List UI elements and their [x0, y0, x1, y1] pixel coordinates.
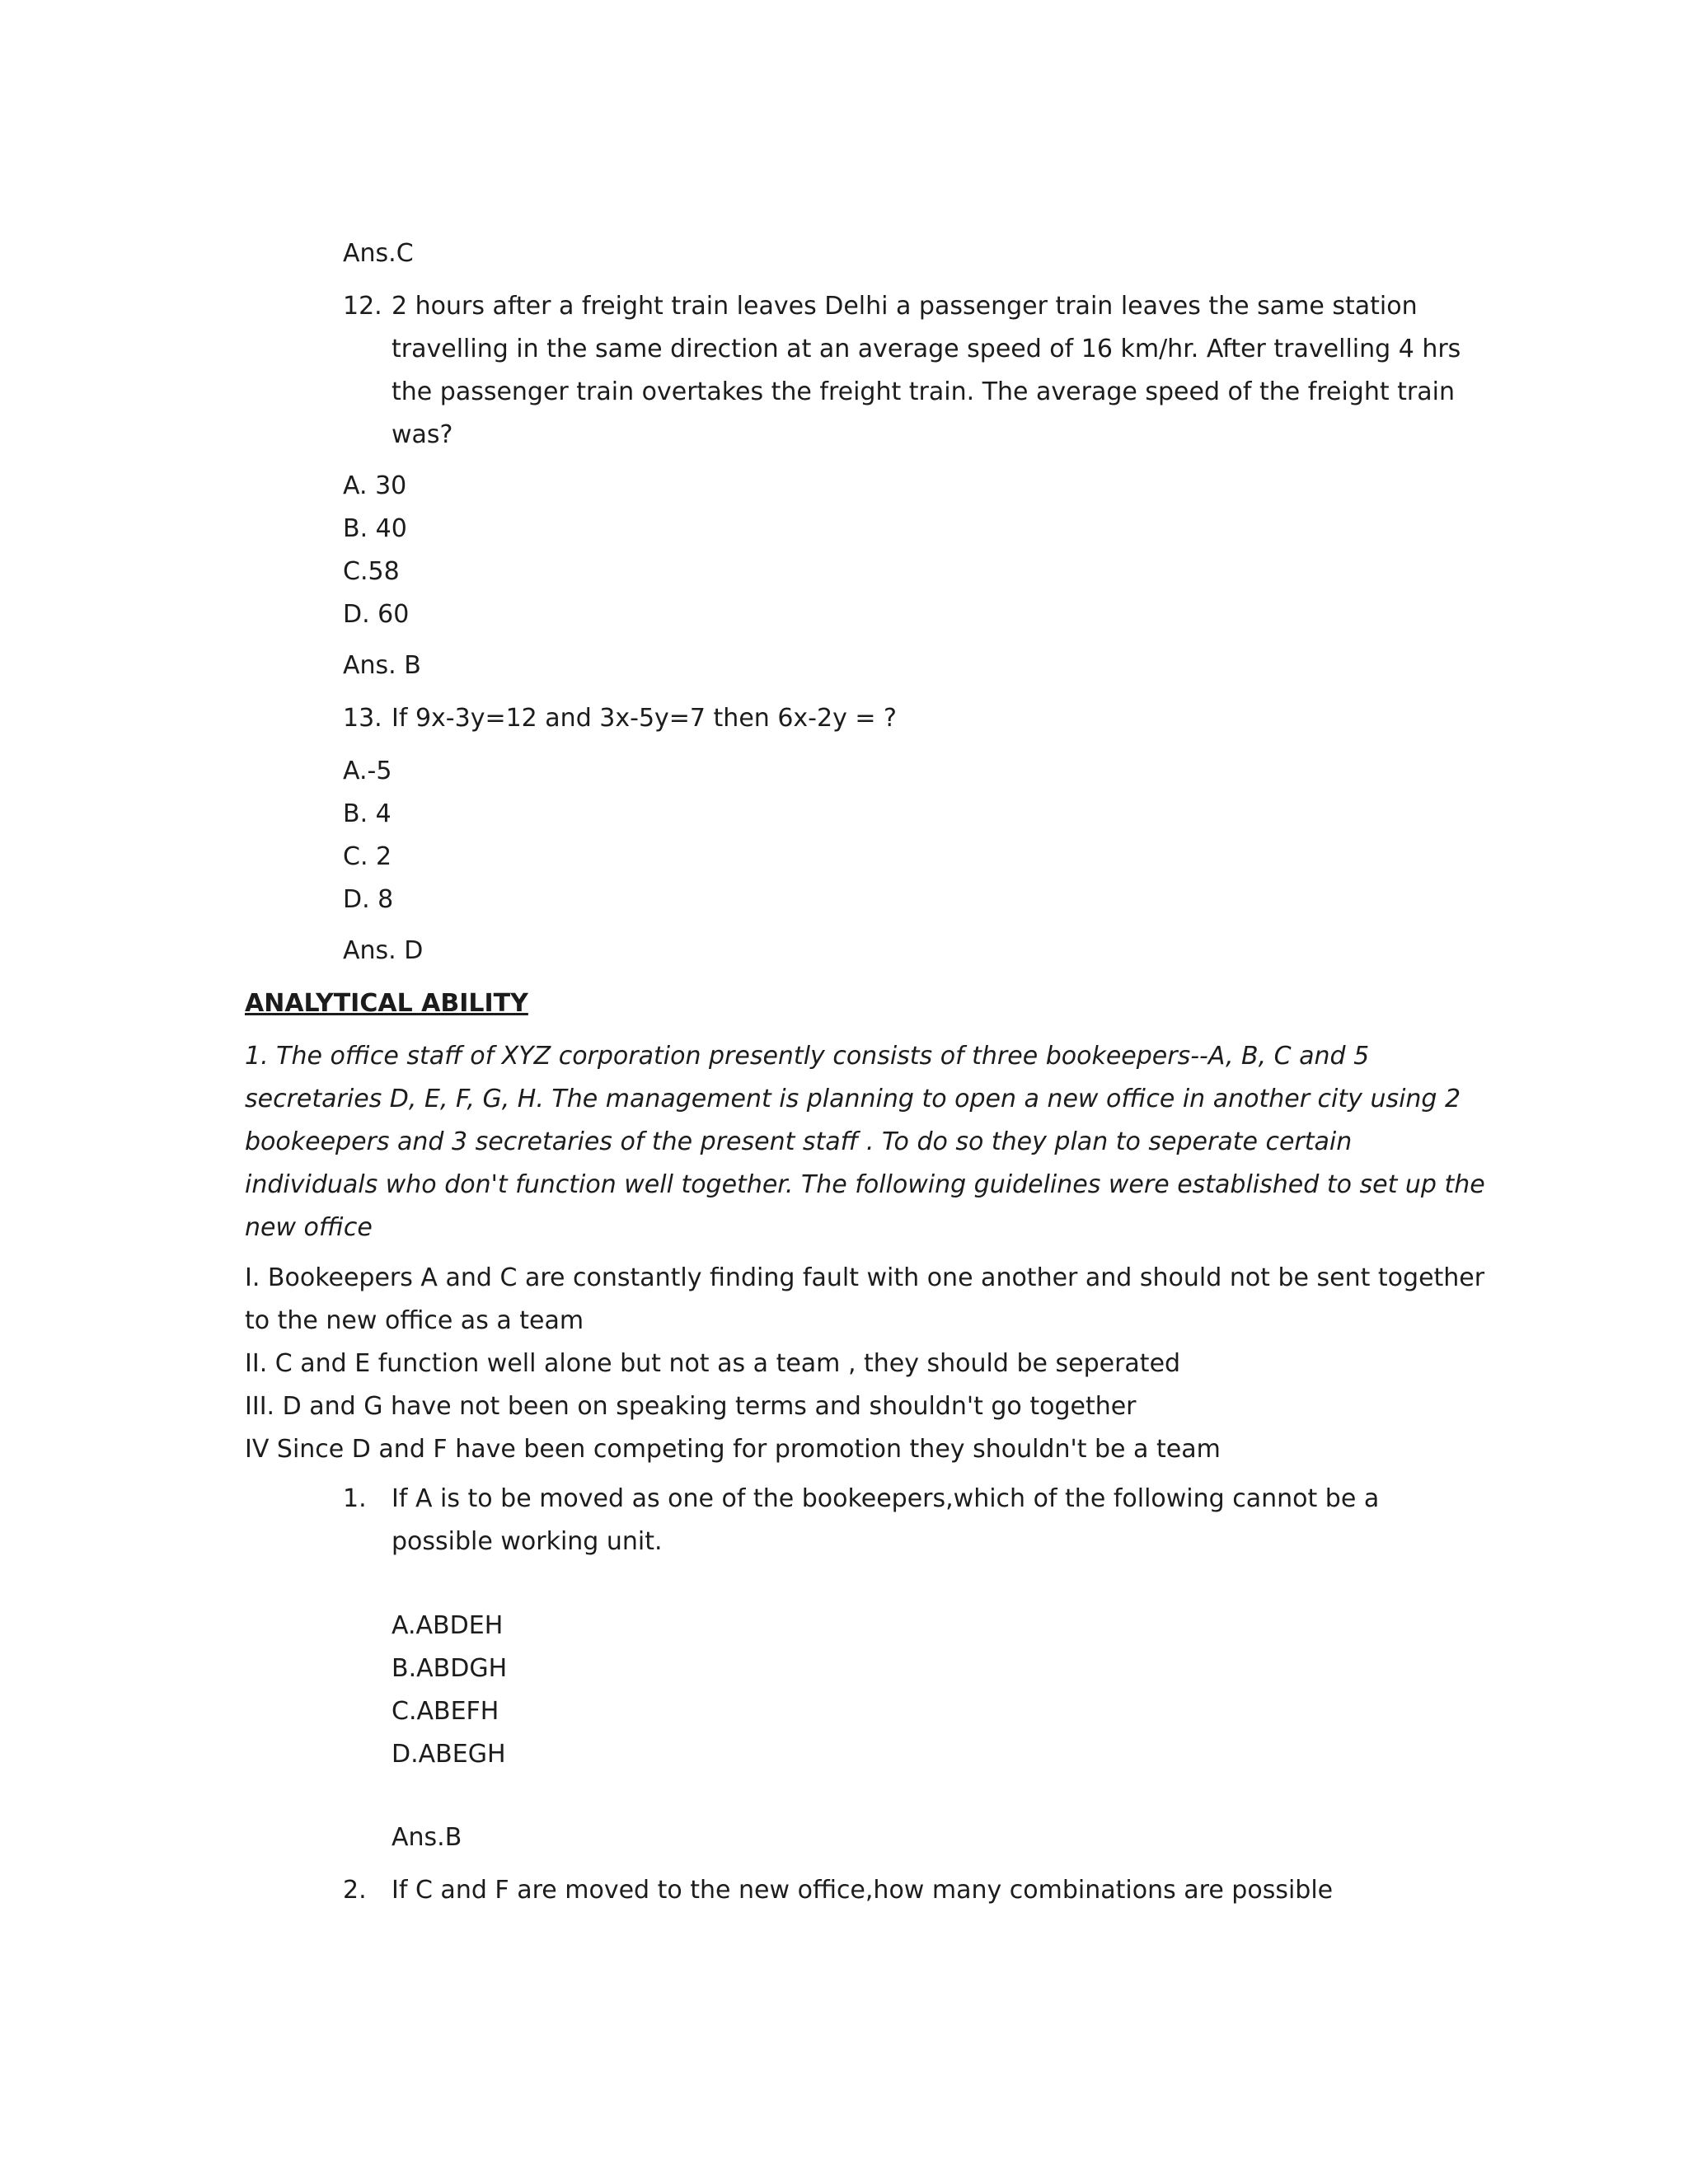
subquestion-1-line: possible working unit.: [392, 1527, 663, 1556]
intro-line: new office: [245, 1213, 373, 1242]
intro-line: individuals who don't function well together. The following guidelines were established to set up the: [245, 1170, 1485, 1199]
question-12-options: [343, 465, 409, 636]
question-number-12: 12.: [343, 292, 382, 321]
option-item: C.ABEFH: [392, 1697, 499, 1726]
option-item: D. 60: [343, 600, 410, 629]
guidelines-list: [245, 1257, 1484, 1471]
guideline-line: III. D and G have not been on speaking terms and shouldn't go together: [245, 1392, 1137, 1421]
guideline-line: to the new office as a team: [245, 1306, 584, 1335]
answer-q11: Ans.C: [343, 239, 414, 268]
question-number-13: 13.: [343, 704, 382, 733]
question-13-options: [343, 750, 393, 921]
guideline-line: II. C and E function well alone but not as a team , they should be seperated: [245, 1349, 1181, 1378]
question-12-line: was?: [392, 420, 453, 449]
guideline-line: I. Bookeepers A and C are constantly finding fault with one another and should not be sent together: [245, 1263, 1485, 1292]
subquestion-number-2: 2.: [343, 1876, 367, 1905]
option-item: C. 2: [343, 842, 392, 871]
option-item: B. 40: [343, 514, 407, 543]
option-item: D.ABEGH: [392, 1740, 506, 1769]
option-item: A. 30: [343, 471, 407, 500]
intro-line: bookeepers and 3 secretaries of the present staff . To do so they plan to seperate certain: [245, 1127, 1353, 1156]
option-item: B. 4: [343, 799, 392, 828]
subquestion-2-text: If C and F are moved to the new office,how many combinations are possible: [392, 1876, 1334, 1905]
answer-q13: Ans. D: [343, 936, 424, 965]
subquestion-1-options: [392, 1605, 507, 1776]
option-item: C.58: [343, 557, 400, 586]
section-heading: ANALYTICAL ABILITY: [245, 989, 528, 1018]
option-item: A.ABDEH: [392, 1611, 504, 1640]
question-13-text: If 9x-3y=12 and 3x-5y=7 then 6x-2y = ?: [392, 704, 897, 733]
subquestion-1-line: If A is to be moved as one of the bookeepers,which of the following cannot be a: [392, 1484, 1380, 1513]
option-item: D. 8: [343, 885, 394, 914]
guideline-line: IV Since D and F have been competing for promotion they shouldn't be a team: [245, 1435, 1221, 1464]
answer-sub1: Ans.B: [392, 1823, 462, 1852]
option-item: A.-5: [343, 757, 392, 785]
option-item: B.ABDGH: [392, 1654, 508, 1683]
answer-q12: Ans. B: [343, 651, 421, 680]
subquestion-number-1: 1.: [343, 1484, 367, 1513]
subquestion-1-text: [392, 1478, 1379, 1563]
question-12-line: travelling in the same direction at an average speed of 16 km/hr. After travelling 4 hrs: [392, 335, 1461, 363]
question-12-line: the passenger train overtakes the freight train. The average speed of the freight train: [392, 377, 1455, 406]
question-12-text: [392, 285, 1461, 457]
analytical-intro: [245, 1035, 1485, 1249]
question-12-line: 2 hours after a freight train leaves Delhi a passenger train leaves the same station: [392, 292, 1418, 321]
intro-line: secretaries D, E, F, G, H. The management is planning to open a new office in another city using 2: [245, 1085, 1461, 1113]
intro-line: 1. The office staff of XYZ corporation presently consists of three bookeepers--A, B, C and 5: [245, 1042, 1370, 1071]
